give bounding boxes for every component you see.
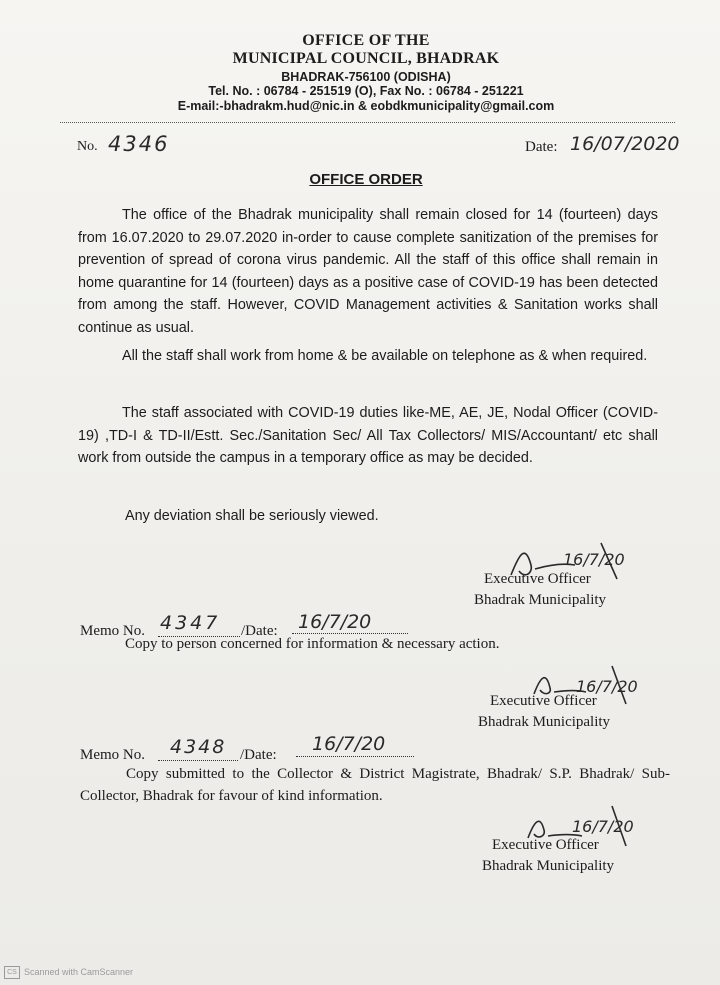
order-date-value: 16/07/2020 <box>570 133 680 155</box>
memo-2-number-underline <box>158 760 238 761</box>
letterhead-phone: Tel. No. : 06784 - 251519 (O), Fax No. : 06784 - 251221 <box>208 84 524 98</box>
paragraph-work-from-home-text: All the staff shall work from home & be available on telephone as & when required. <box>122 348 648 364</box>
signature-3-date: 16/7/20 <box>572 817 634 836</box>
memo-1-number: 4347 <box>160 612 221 634</box>
paragraph-covid-duties <box>78 402 658 470</box>
letterhead-email: E-mail:-bhadrakm.hud@nic.in & eobdkmunicipality@gmail.com <box>177 99 555 113</box>
memo-1-copy-text: Copy to person concerned for information & necessary action. <box>125 636 500 652</box>
signature-2-org: Bhadrak Municipality <box>478 714 611 730</box>
memo-2-date-value: 16/7/20 <box>312 733 386 755</box>
signature-1-org: Bhadrak Municipality <box>474 592 607 608</box>
order-date-label: Date: <box>525 139 558 155</box>
scanner-watermark-text: Scanned with CamScanner <box>24 966 134 977</box>
paragraph-closure <box>78 204 658 339</box>
memo-1-date-value: 16/7/20 <box>298 611 372 633</box>
paragraph-closure-text: The office of the Bhadrak municipality shall remain closed for 14 (fourteen) days from 16.07.2020 to 29.07.2020 in-order to cause complete sanitization of the premises for prevention of spread of corona virus pandemic. All the staff of this office shall remain in home quarantine for 14 (fourteen) days as a positive case of COVID-19 has been detected from among the staff. However, COVID Management activities & Sanitation works shall continue as usual. <box>78 207 658 336</box>
memo-2-number: 4348 <box>170 736 227 758</box>
signature-2-date: 16/7/20 <box>576 677 638 696</box>
paragraph-work-from-home <box>78 345 658 368</box>
document-title: OFFICE ORDER <box>309 171 423 188</box>
signature-3-org: Bhadrak Municipality <box>482 858 615 874</box>
paragraph-covid-duties-text: The staff associated with COVID-19 duties like-ME, AE, JE, Nodal Officer (COVID-19) ,TD-I & TD-II/Estt. Sec./Sanitation Sec/ All Tax Collectors/ MIS/Accountant/ etc shall work from outside the campus in a temporary office as may be decided. <box>78 405 658 466</box>
signature-1-title: Executive Officer <box>484 571 591 587</box>
scanner-watermark <box>4 966 133 979</box>
memo-2-copy-text: Copy submitted to the Collector & District Magistrate, Bhadrak/ S.P. Bhadrak/ Sub-Collector, Bhadrak for favour of kind information. <box>80 766 670 804</box>
memo-1-date-underline <box>292 633 408 634</box>
order-number-label: No. <box>77 139 98 154</box>
letterhead-council: MUNICIPAL COUNCIL, BHADRAK <box>232 50 500 67</box>
memo-1-label: Memo No. <box>80 623 145 639</box>
signature-3-title: Executive Officer <box>492 837 599 853</box>
signature-2-title: Executive Officer <box>490 693 597 709</box>
signature-1-date: 16/7/20 <box>563 550 625 569</box>
letterhead-address: BHADRAK-756100 (ODISHA) <box>281 70 451 84</box>
order-number-value: 4346 <box>108 132 170 156</box>
camscanner-logo-icon: CS <box>4 966 20 979</box>
memo-2-date-underline <box>296 756 414 757</box>
paragraph-deviation: Any deviation shall be seriously viewed. <box>125 508 379 524</box>
memo-1-date-label: /Date: <box>241 623 278 639</box>
letterhead-divider <box>60 122 675 123</box>
memo-2-date-label: /Date: <box>240 747 277 763</box>
letterhead-office: OFFICE OF THE <box>302 32 430 49</box>
memo-2-label: Memo No. <box>80 747 145 763</box>
